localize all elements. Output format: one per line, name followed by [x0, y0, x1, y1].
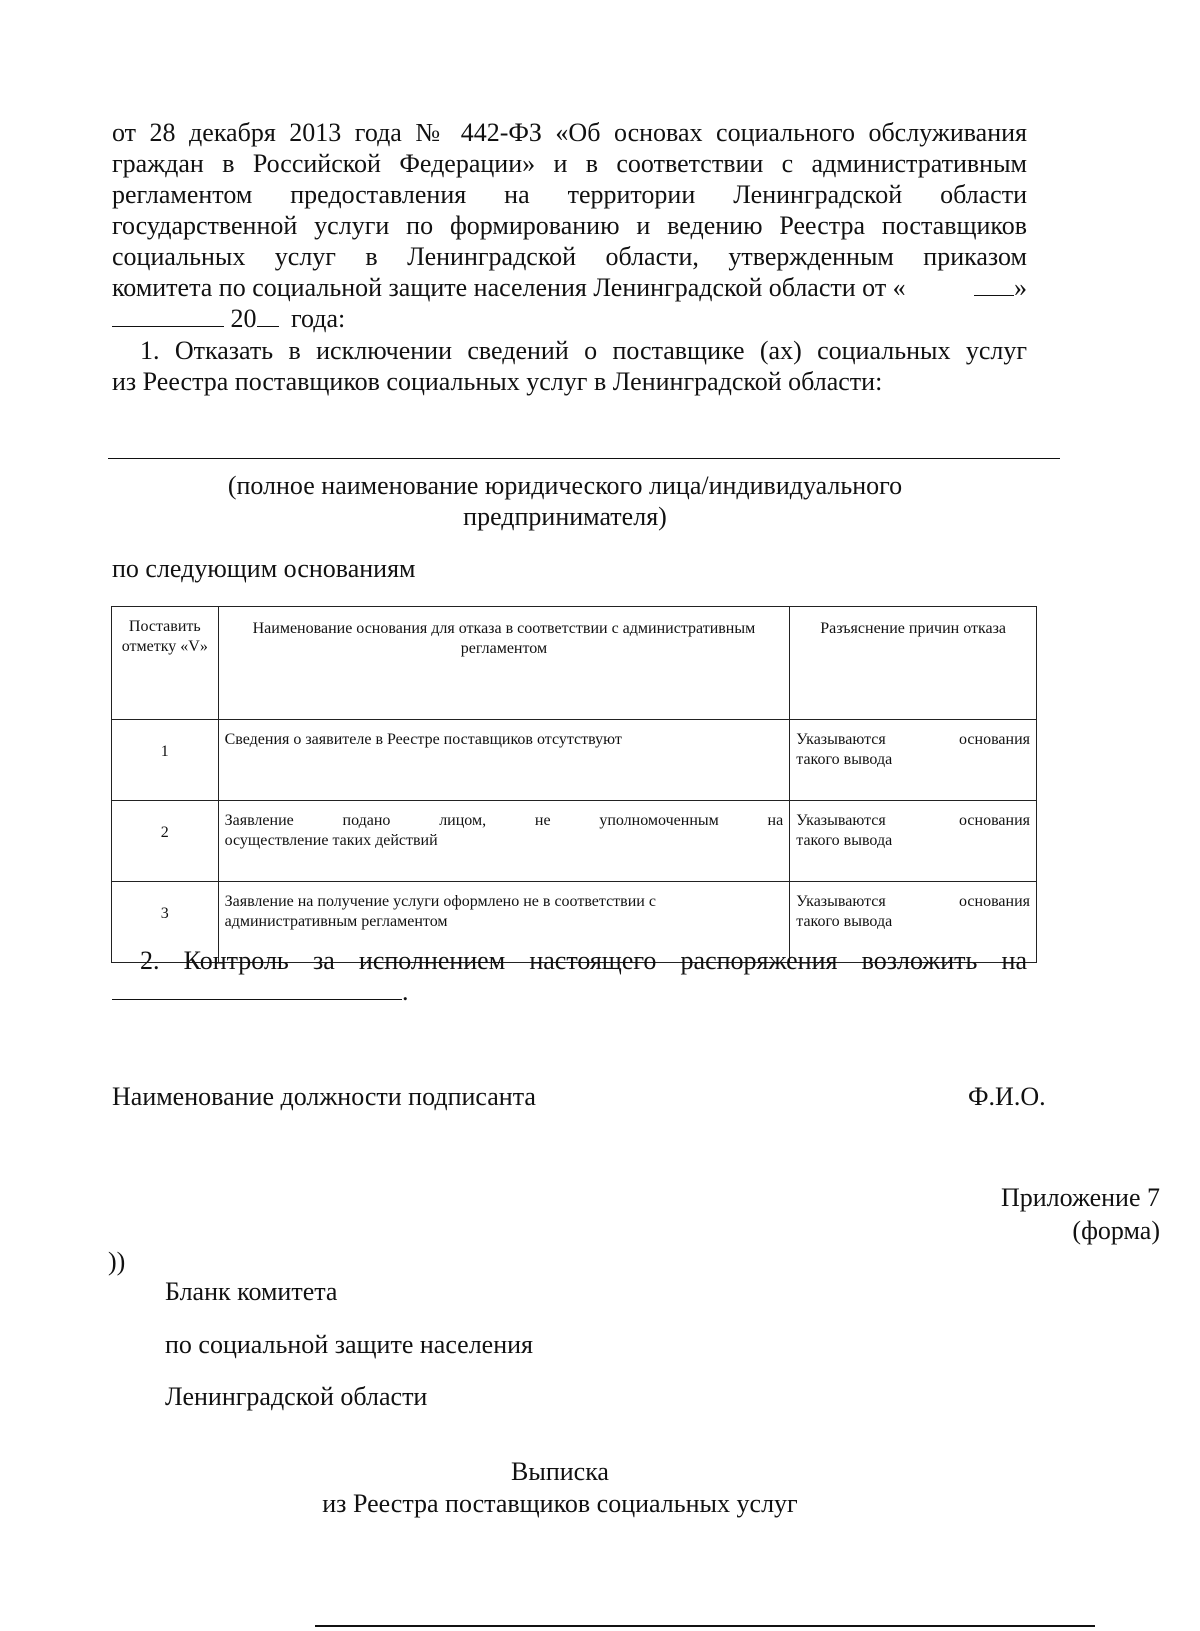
reason-line	[225, 811, 784, 831]
table-header-row	[112, 607, 1037, 720]
explanation-line	[796, 730, 1030, 750]
item-1-line: из Реестра поставщиков социальных услуг в Ленинградской области:	[112, 367, 883, 396]
date-day-blank	[974, 272, 1027, 303]
reason-word: не	[534, 812, 551, 829]
row-number: 1	[112, 720, 219, 801]
intro-paragraph	[112, 117, 1027, 334]
explanation-word: Указываются	[796, 893, 886, 910]
explanation-line: такого вывода	[796, 751, 893, 768]
extract-subtitle: из Реестра поставщиков социальных услуг	[322, 1489, 798, 1518]
row-reason: Сведения о заявителе в Реестре поставщиков отсутствуют	[218, 720, 790, 801]
reason-word: лицом,	[439, 812, 487, 829]
name-hint-line: предпринимателя)	[463, 502, 667, 531]
year-blank-line	[257, 304, 279, 327]
explanation-line	[796, 811, 1030, 831]
intro-line-date	[112, 272, 1027, 303]
reasons-table	[111, 606, 1037, 963]
row-explanation	[790, 801, 1037, 882]
letterhead-line: Ленинградской области	[165, 1382, 428, 1411]
reason-word: уполномоченным	[599, 812, 719, 829]
item-2-paragraph	[112, 945, 1027, 1007]
reason-word: на	[767, 812, 784, 829]
signatory-position: Наименование должности подписанта	[112, 1082, 536, 1111]
item-1-line: 1. Отказать в исключении сведений о поставщике (ах) социальных услуг	[140, 336, 1027, 365]
explanation-word: Указываются	[796, 812, 886, 829]
extract-title: Выписка	[511, 1457, 609, 1486]
row-reason	[218, 801, 790, 882]
row-number: 3	[112, 882, 219, 963]
month-blank-line	[112, 304, 224, 327]
table-row	[112, 720, 1037, 801]
intro-line-year	[112, 303, 1027, 334]
header-reason: Наименование основания для отказа в соответствии с административным регламентом	[218, 607, 790, 720]
appendix-line: Приложение 7	[1000, 1183, 1160, 1212]
header-explanation: Разъяснение причин отказа	[790, 607, 1037, 720]
item-1-paragraph	[112, 335, 1027, 397]
name-hint	[170, 470, 960, 532]
item-2-line: 2. Контроль за исполнением настоящего распоряжения возложить на	[140, 946, 1027, 975]
explanation-line: такого вывода	[796, 832, 893, 849]
explanation-word: основания	[959, 893, 1030, 910]
explanation-line	[796, 892, 1030, 912]
day-blank-line	[974, 273, 1014, 296]
year-prefix: 20	[230, 304, 257, 333]
intro-line: социальных услуг в Ленинградской области, утвержденным приказом	[112, 242, 1027, 271]
table-row	[112, 801, 1037, 882]
intro-line: от 28 декабря 2013 года № 442-ФЗ «Об основах социального обслуживания	[112, 118, 1027, 147]
letterhead-line: Бланк комитета	[165, 1277, 338, 1306]
extract-heading	[0, 1456, 1120, 1520]
row-number: 2	[112, 801, 219, 882]
stray-parenthesis: ))	[108, 1247, 126, 1276]
appendix-line: (форма)	[1072, 1216, 1160, 1245]
bottom-rule	[315, 1625, 1095, 1627]
intro-line: комитета по социальной защите населения Ленинградской области от «	[112, 273, 906, 302]
reason-line: административным регламентом	[224, 913, 448, 930]
intro-line: государственной услуги по формированию и ведению Реестра поставщиков	[112, 211, 1027, 240]
row-explanation	[790, 720, 1037, 801]
reason-line: осуществление таких действий	[224, 832, 438, 849]
header-mark: Поставить отметку «V»	[112, 607, 219, 720]
explanation-word: основания	[959, 812, 1030, 829]
reason-word: Заявление	[224, 812, 294, 829]
letterhead-line: по социальной защите населения	[165, 1330, 534, 1359]
grounds-label: по следующим основаниям	[112, 554, 416, 583]
explanation-line: такого вывода	[796, 913, 893, 930]
item-2-fill	[112, 976, 1027, 1007]
reason-line: Заявление на получение услуги оформлено не в соответствии с	[224, 893, 656, 910]
responsible-blank-line	[112, 977, 402, 1000]
intro-line: регламентом предоставления на территории Ленинградской области	[112, 180, 1027, 209]
reason-word: подано	[342, 812, 391, 829]
intro-line: граждан в Российской Федерации» и в соответствии с административным	[112, 149, 1027, 178]
appendix-label	[1001, 1181, 1160, 1247]
item-2-end: .	[402, 977, 409, 1006]
quote-close: »	[1014, 273, 1027, 302]
name-hint-line: (полное наименование юридического лица/индивидуального	[227, 471, 903, 500]
name-fill-line	[108, 458, 1060, 459]
explanation-word: основания	[959, 731, 1030, 748]
explanation-word: Указываются	[796, 731, 886, 748]
signatory-fio: Ф.И.О.	[968, 1082, 1046, 1111]
year-suffix: года:	[291, 304, 346, 333]
